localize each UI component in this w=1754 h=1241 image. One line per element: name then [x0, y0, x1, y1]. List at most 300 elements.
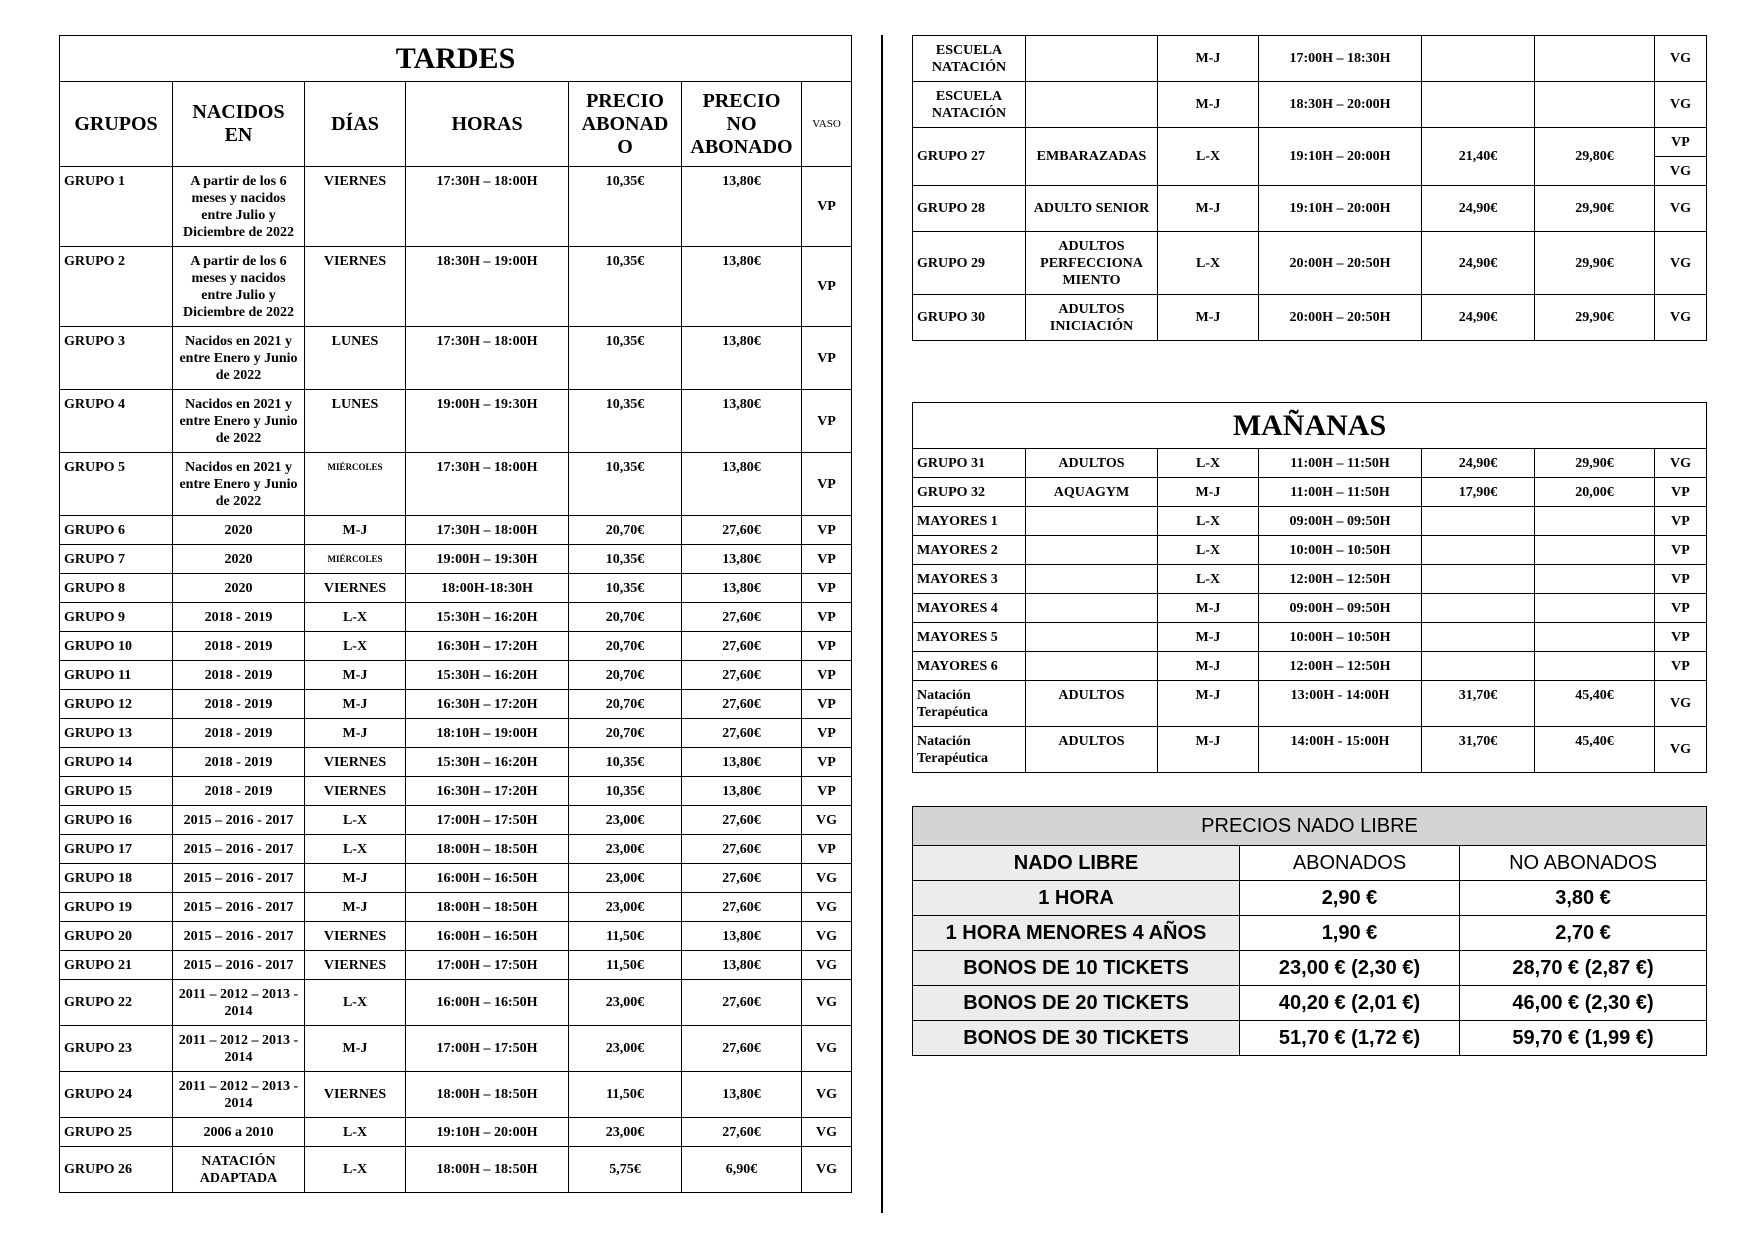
table-row [60, 719, 852, 748]
cell-vaso: VG [1655, 727, 1707, 773]
cell-precio-no-abonado: 13,80€ [682, 247, 802, 327]
cell-grupo: GRUPO 13 [60, 719, 173, 748]
table-row [913, 652, 1707, 681]
cell-precio-no-abonado: 45,40€ [1535, 727, 1655, 773]
table-row [60, 390, 852, 453]
cell-vaso: VG [1655, 82, 1707, 128]
table-row [60, 690, 852, 719]
cell-precio-abonado: 10,35€ [569, 748, 682, 777]
table-row [60, 748, 852, 777]
cell-nacidos [1026, 36, 1158, 82]
cell-grupo: GRUPO 28 [913, 186, 1026, 232]
column-divider [881, 35, 883, 1213]
cell-grupo: GRUPO 17 [60, 835, 173, 864]
cell-nacidos [1026, 82, 1158, 128]
table-row [60, 951, 852, 980]
cell-horas: 11:00H – 11:50H [1259, 449, 1422, 478]
cell-horas: 17:30H – 18:00H [406, 167, 569, 247]
nado-libre-table [912, 806, 1707, 1056]
cell-vaso: VG [1655, 36, 1707, 82]
cell-precio-abonado: 10,35€ [569, 453, 682, 516]
cell-precio-abonado: 10,35€ [569, 167, 682, 247]
cell-vaso: VP [1655, 594, 1707, 623]
cell-grupo: GRUPO 4 [60, 390, 173, 453]
cell-dias: LUNES [305, 327, 406, 390]
adult-groups-table [912, 35, 1707, 341]
cell-precio-no-abonado: 27,60€ [682, 516, 802, 545]
cell-nacidos: A partir de los 6 meses y nacidos entre Julio y Diciembre de 2022 [173, 167, 305, 247]
cell-dias: M-J [1158, 681, 1259, 727]
table-row [913, 951, 1707, 986]
cell-nacidos: 2015 – 2016 - 2017 [173, 806, 305, 835]
cell-dias: L-X [1158, 507, 1259, 536]
mananas-table [912, 402, 1707, 773]
cell-grupo: GRUPO 32 [913, 478, 1026, 507]
cell-precio-abonado [1422, 36, 1535, 82]
cell-horas: 12:00H – 12:50H [1259, 652, 1422, 681]
cell-precio-no-abonado: 29,90€ [1535, 232, 1655, 295]
cell-nacidos: 2018 - 2019 [173, 632, 305, 661]
cell-precio-abonado [1422, 565, 1535, 594]
header-precio-no-abonado: PRECIO NO ABONADO [682, 82, 802, 167]
table-row [913, 295, 1707, 341]
cell-precio-no-abonado: 13,80€ [682, 545, 802, 574]
cell-horas: 10:00H – 10:50H [1259, 623, 1422, 652]
cell-dias: VIERNES [305, 247, 406, 327]
cell-dias: L-X [305, 1118, 406, 1147]
cell-dias: M-J [1158, 727, 1259, 773]
cell-horas: 18:10H – 19:00H [406, 719, 569, 748]
cell-precio-abonado: 24,90€ [1422, 449, 1535, 478]
cell-grupo: GRUPO 22 [60, 980, 173, 1026]
cell-nacidos [1026, 623, 1158, 652]
cell-dias: M-J [1158, 652, 1259, 681]
cell-precio-no-abonado: 27,60€ [682, 864, 802, 893]
cell-dias: L-X [305, 835, 406, 864]
cell-vaso: VP [802, 748, 852, 777]
cell-grupo: GRUPO 27 [913, 128, 1026, 186]
cell-vaso: VG [802, 951, 852, 980]
cell-grupo: GRUPO 3 [60, 327, 173, 390]
cell-vaso: VP [802, 327, 852, 390]
cell-grupo: ESCUELA NATACIÓN [913, 36, 1026, 82]
cell-dias: M-J [305, 690, 406, 719]
cell-vaso: VP [802, 247, 852, 327]
cell-nacidos: 2018 - 2019 [173, 748, 305, 777]
nado-cell-abonados: 1,90 € [1240, 916, 1460, 951]
cell-precio-abonado: 20,70€ [569, 690, 682, 719]
cell-nacidos: 2006 a 2010 [173, 1118, 305, 1147]
nado-cell-no-abonados: 2,70 € [1460, 916, 1707, 951]
cell-dias: VIERNES [305, 777, 406, 806]
cell-grupo: Natación Terapéutica [913, 727, 1026, 773]
cell-vaso: VG [802, 1026, 852, 1072]
cell-grupo: GRUPO 10 [60, 632, 173, 661]
cell-grupo: GRUPO 26 [60, 1147, 173, 1193]
cell-nacidos: 2020 [173, 574, 305, 603]
cell-vaso: VG [802, 1118, 852, 1147]
header-dias: DÍAS [305, 82, 406, 167]
cell-precio-abonado: 31,70€ [1422, 727, 1535, 773]
cell-horas: 13:00H - 14:00H [1259, 681, 1422, 727]
cell-precio-no-abonado: 13,80€ [682, 390, 802, 453]
cell-precio-no-abonado [1535, 623, 1655, 652]
table-row [913, 232, 1707, 295]
cell-grupo: GRUPO 25 [60, 1118, 173, 1147]
cell-precio-no-abonado: 27,60€ [682, 893, 802, 922]
cell-precio-abonado: 23,00€ [569, 980, 682, 1026]
cell-horas: 16:00H – 16:50H [406, 864, 569, 893]
table-row [913, 727, 1707, 773]
cell-dias: L-X [1158, 536, 1259, 565]
cell-precio-abonado: 5,75€ [569, 1147, 682, 1193]
table-row [60, 327, 852, 390]
table-row [913, 594, 1707, 623]
cell-horas: 17:00H – 18:30H [1259, 36, 1422, 82]
cell-nacidos [1026, 507, 1158, 536]
cell-precio-no-abonado: 27,60€ [682, 806, 802, 835]
cell-nacidos: ADULTOS PERFECCIONA MIENTO [1026, 232, 1158, 295]
table-row [60, 980, 852, 1026]
cell-nacidos: ADULTOS [1026, 681, 1158, 727]
cell-dias: M-J [1158, 36, 1259, 82]
cell-precio-abonado: 10,35€ [569, 545, 682, 574]
cell-precio-no-abonado: 13,80€ [682, 167, 802, 247]
cell-precio-no-abonado: 29,80€ [1535, 128, 1655, 186]
cell-precio-abonado: 10,35€ [569, 390, 682, 453]
header-horas: HORAS [406, 82, 569, 167]
nado-cell-tipo: BONOS DE 20 TICKETS [913, 986, 1240, 1021]
cell-precio-abonado: 21,40€ [1422, 128, 1535, 186]
table-row [913, 986, 1707, 1021]
cell-grupo: MAYORES 6 [913, 652, 1026, 681]
cell-vaso: VP [1655, 623, 1707, 652]
cell-grupo: GRUPO 18 [60, 864, 173, 893]
cell-dias: M-J [1158, 82, 1259, 128]
table-row [913, 36, 1707, 82]
cell-vaso: VP [802, 690, 852, 719]
cell-horas: 18:30H – 19:00H [406, 247, 569, 327]
table-row [60, 1147, 852, 1193]
nado-libre-title: PRECIOS NADO LIBRE [913, 807, 1707, 846]
cell-nacidos: Nacidos en 2021 y entre Enero y Junio de 2022 [173, 453, 305, 516]
cell-horas: 18:30H – 20:00H [1259, 82, 1422, 128]
cell-vaso: VG [1655, 681, 1707, 727]
cell-vaso: VG [802, 893, 852, 922]
nado-cell-tipo: BONOS DE 30 TICKETS [913, 1021, 1240, 1056]
cell-precio-no-abonado: 27,60€ [682, 603, 802, 632]
table-row [913, 565, 1707, 594]
table-row [60, 603, 852, 632]
nado-cell-tipo: BONOS DE 10 TICKETS [913, 951, 1240, 986]
cell-precio-no-abonado [1535, 594, 1655, 623]
cell-nacidos: 2018 - 2019 [173, 719, 305, 748]
table-row [60, 864, 852, 893]
nado-cell-no-abonados: 3,80 € [1460, 881, 1707, 916]
cell-precio-abonado: 23,00€ [569, 1026, 682, 1072]
cell-grupo: GRUPO 11 [60, 661, 173, 690]
cell-precio-abonado: 20,70€ [569, 632, 682, 661]
table-row [60, 632, 852, 661]
cell-precio-abonado [1422, 652, 1535, 681]
cell-dias: M-J [305, 661, 406, 690]
cell-vaso: VG [1655, 449, 1707, 478]
cell-vaso: VP [802, 719, 852, 748]
table-row [913, 507, 1707, 536]
cell-horas: 19:00H – 19:30H [406, 390, 569, 453]
cell-grupo: GRUPO 16 [60, 806, 173, 835]
cell-nacidos: 2015 – 2016 - 2017 [173, 835, 305, 864]
cell-horas: 15:30H – 16:20H [406, 748, 569, 777]
cell-nacidos: Nacidos en 2021 y entre Enero y Junio de 2022 [173, 327, 305, 390]
cell-precio-no-abonado: 6,90€ [682, 1147, 802, 1193]
table-row [60, 777, 852, 806]
cell-dias: L-X [1158, 449, 1259, 478]
cell-dias: L-X [1158, 128, 1259, 186]
cell-horas: 20:00H – 20:50H [1259, 295, 1422, 341]
cell-precio-no-abonado [1535, 82, 1655, 128]
cell-dias: M-J [1158, 478, 1259, 507]
cell-vaso: VP [1655, 507, 1707, 536]
cell-nacidos: 2011 – 2012 – 2013 - 2014 [173, 1072, 305, 1118]
cell-horas: 18:00H – 18:50H [406, 1072, 569, 1118]
cell-precio-no-abonado: 27,60€ [682, 835, 802, 864]
cell-nacidos: 2018 - 2019 [173, 690, 305, 719]
cell-vaso: VP [802, 574, 852, 603]
cell-precio-no-abonado: 13,80€ [682, 951, 802, 980]
cell-horas: 17:00H – 17:50H [406, 806, 569, 835]
cell-nacidos: A partir de los 6 meses y nacidos entre Julio y Diciembre de 2022 [173, 247, 305, 327]
cell-horas: 14:00H - 15:00H [1259, 727, 1422, 773]
cell-dias: M-J [1158, 594, 1259, 623]
cell-horas: 19:10H – 20:00H [406, 1118, 569, 1147]
cell-horas: 19:10H – 20:00H [1259, 186, 1422, 232]
cell-nacidos [1026, 652, 1158, 681]
cell-horas: 16:30H – 17:20H [406, 690, 569, 719]
cell-vaso: VP [1655, 478, 1707, 507]
cell-grupo: GRUPO 30 [913, 295, 1026, 341]
cell-vaso: VG [802, 922, 852, 951]
cell-vaso: VP [1655, 652, 1707, 681]
cell-precio-no-abonado: 13,80€ [682, 574, 802, 603]
table-row [60, 545, 852, 574]
table-row [60, 516, 852, 545]
cell-grupo: GRUPO 15 [60, 777, 173, 806]
cell-vaso: VP [802, 390, 852, 453]
cell-grupo: GRUPO 8 [60, 574, 173, 603]
nado-header-tipo: NADO LIBRE [913, 846, 1240, 881]
cell-dias: L-X [305, 806, 406, 835]
cell-precio-abonado: 24,90€ [1422, 295, 1535, 341]
cell-precio-abonado [1422, 623, 1535, 652]
cell-nacidos: 2018 - 2019 [173, 777, 305, 806]
table-row [60, 661, 852, 690]
cell-horas: 19:10H – 20:00H [1259, 128, 1422, 186]
nado-cell-abonados: 51,70 € (1,72 €) [1240, 1021, 1460, 1056]
nado-cell-no-abonados: 59,70 € (1,99 €) [1460, 1021, 1707, 1056]
mananas-title: MAÑANAS [913, 403, 1707, 449]
cell-precio-no-abonado: 29,90€ [1535, 186, 1655, 232]
cell-horas: 15:30H – 16:20H [406, 661, 569, 690]
table-row [60, 167, 852, 247]
table-row [913, 1021, 1707, 1056]
cell-vaso: VP [802, 453, 852, 516]
cell-precio-abonado: 20,70€ [569, 719, 682, 748]
cell-horas: 18:00H – 18:50H [406, 1147, 569, 1193]
cell-precio-no-abonado [1535, 652, 1655, 681]
cell-dias: VIERNES [305, 922, 406, 951]
cell-grupo: GRUPO 21 [60, 951, 173, 980]
cell-nacidos: 2015 – 2016 - 2017 [173, 893, 305, 922]
cell-precio-abonado: 10,35€ [569, 777, 682, 806]
cell-nacidos: ADULTOS INICIACIÓN [1026, 295, 1158, 341]
cell-dias: MIÉRCOLES [305, 453, 406, 516]
cell-dias: M-J [305, 893, 406, 922]
table-row [913, 449, 1707, 478]
cell-grupo: GRUPO 31 [913, 449, 1026, 478]
cell-precio-no-abonado: 29,90€ [1535, 295, 1655, 341]
cell-horas: 09:00H – 09:50H [1259, 507, 1422, 536]
table-row [60, 893, 852, 922]
cell-vaso: VP [802, 632, 852, 661]
cell-precio-abonado [1422, 594, 1535, 623]
cell-horas: 12:00H – 12:50H [1259, 565, 1422, 594]
cell-dias: LUNES [305, 390, 406, 453]
cell-grupo: MAYORES 5 [913, 623, 1026, 652]
cell-grupo: GRUPO 12 [60, 690, 173, 719]
header-precio-abonado: PRECIO ABONAD O [569, 82, 682, 167]
cell-precio-abonado: 11,50€ [569, 1072, 682, 1118]
cell-nacidos: 2011 – 2012 – 2013 - 2014 [173, 1026, 305, 1072]
cell-horas: 16:30H – 17:20H [406, 777, 569, 806]
cell-precio-abonado: 23,00€ [569, 893, 682, 922]
cell-nacidos [1026, 536, 1158, 565]
table-row [913, 881, 1707, 916]
cell-vaso: VG [802, 1147, 852, 1193]
cell-vaso: VP [1655, 565, 1707, 594]
cell-grupo: MAYORES 3 [913, 565, 1026, 594]
cell-dias: VIERNES [305, 167, 406, 247]
cell-dias: L-X [305, 1147, 406, 1193]
cell-grupo: MAYORES 2 [913, 536, 1026, 565]
cell-precio-no-abonado: 13,80€ [682, 922, 802, 951]
cell-dias: M-J [1158, 186, 1259, 232]
cell-horas: 18:00H – 18:50H [406, 835, 569, 864]
cell-precio-abonado [1422, 536, 1535, 565]
cell-grupo: MAYORES 1 [913, 507, 1026, 536]
table-row [60, 247, 852, 327]
cell-dias: M-J [305, 719, 406, 748]
cell-precio-no-abonado: 13,80€ [682, 777, 802, 806]
table-row [60, 835, 852, 864]
cell-grupo: GRUPO 5 [60, 453, 173, 516]
cell-nacidos: Nacidos en 2021 y entre Enero y Junio de 2022 [173, 390, 305, 453]
tardes-title: TARDES [60, 36, 852, 82]
cell-precio-abonado: 11,50€ [569, 922, 682, 951]
cell-nacidos: EMBARAZADAS [1026, 128, 1158, 186]
table-row [913, 623, 1707, 652]
cell-precio-no-abonado: 13,80€ [682, 748, 802, 777]
nado-header-no-abonados: NO ABONADOS [1460, 846, 1707, 881]
cell-dias: L-X [305, 632, 406, 661]
cell-nacidos: ADULTO SENIOR [1026, 186, 1158, 232]
cell-vaso: VG [802, 980, 852, 1026]
cell-dias: VIERNES [305, 951, 406, 980]
cell-dias: L-X [305, 603, 406, 632]
cell-precio-no-abonado: 13,80€ [682, 1072, 802, 1118]
cell-precio-abonado: 10,35€ [569, 327, 682, 390]
cell-precio-no-abonado: 27,60€ [682, 1026, 802, 1072]
cell-precio-abonado: 23,00€ [569, 835, 682, 864]
cell-horas: 17:30H – 18:00H [406, 327, 569, 390]
cell-nacidos [1026, 565, 1158, 594]
cell-precio-abonado: 11,50€ [569, 951, 682, 980]
cell-precio-abonado [1422, 507, 1535, 536]
cell-dias: L-X [1158, 565, 1259, 594]
cell-horas: 11:00H – 11:50H [1259, 478, 1422, 507]
cell-grupo: GRUPO 9 [60, 603, 173, 632]
cell-grupo: GRUPO 24 [60, 1072, 173, 1118]
cell-vaso: VP [802, 661, 852, 690]
cell-grupo: Natación Terapéutica [913, 681, 1026, 727]
cell-precio-no-abonado [1535, 565, 1655, 594]
cell-horas: 20:00H – 20:50H [1259, 232, 1422, 295]
cell-horas: 10:00H – 10:50H [1259, 536, 1422, 565]
cell-horas: 18:00H-18:30H [406, 574, 569, 603]
cell-vaso: VG [802, 864, 852, 893]
cell-grupo: GRUPO 20 [60, 922, 173, 951]
cell-vaso: VP [802, 167, 852, 247]
table-row [60, 453, 852, 516]
cell-grupo: GRUPO 23 [60, 1026, 173, 1072]
cell-dias: MIÉRCOLES [305, 545, 406, 574]
cell-nacidos: AQUAGYM [1026, 478, 1158, 507]
cell-precio-abonado: 24,90€ [1422, 232, 1535, 295]
cell-vaso: VG [1655, 157, 1707, 186]
cell-vaso: VP [802, 835, 852, 864]
header-nacidos: NACIDOS EN [173, 82, 305, 167]
table-row [60, 574, 852, 603]
tardes-table [59, 35, 852, 1193]
table-row [60, 1072, 852, 1118]
cell-precio-abonado [1422, 82, 1535, 128]
cell-nacidos: 2015 – 2016 - 2017 [173, 864, 305, 893]
nado-cell-no-abonados: 46,00 € (2,30 €) [1460, 986, 1707, 1021]
cell-dias: VIERNES [305, 574, 406, 603]
table-row [60, 1118, 852, 1147]
nado-cell-abonados: 40,20 € (2,01 €) [1240, 986, 1460, 1021]
cell-grupo: GRUPO 19 [60, 893, 173, 922]
cell-precio-no-abonado: 13,80€ [682, 453, 802, 516]
cell-horas: 18:00H – 18:50H [406, 893, 569, 922]
cell-nacidos: 2020 [173, 516, 305, 545]
cell-dias: M-J [305, 516, 406, 545]
cell-horas: 16:00H – 16:50H [406, 922, 569, 951]
cell-horas: 15:30H – 16:20H [406, 603, 569, 632]
nado-cell-tipo: 1 HORA [913, 881, 1240, 916]
cell-dias: M-J [1158, 295, 1259, 341]
cell-precio-no-abonado: 13,80€ [682, 327, 802, 390]
cell-nacidos: 2015 – 2016 - 2017 [173, 922, 305, 951]
cell-nacidos: NATACIÓN ADAPTADA [173, 1147, 305, 1193]
table-row [913, 128, 1707, 157]
table-row [60, 922, 852, 951]
cell-precio-abonado: 20,70€ [569, 661, 682, 690]
cell-grupo: GRUPO 2 [60, 247, 173, 327]
cell-precio-abonado: 20,70€ [569, 516, 682, 545]
cell-vaso: VP [1655, 536, 1707, 565]
cell-horas: 17:00H – 17:50H [406, 1026, 569, 1072]
